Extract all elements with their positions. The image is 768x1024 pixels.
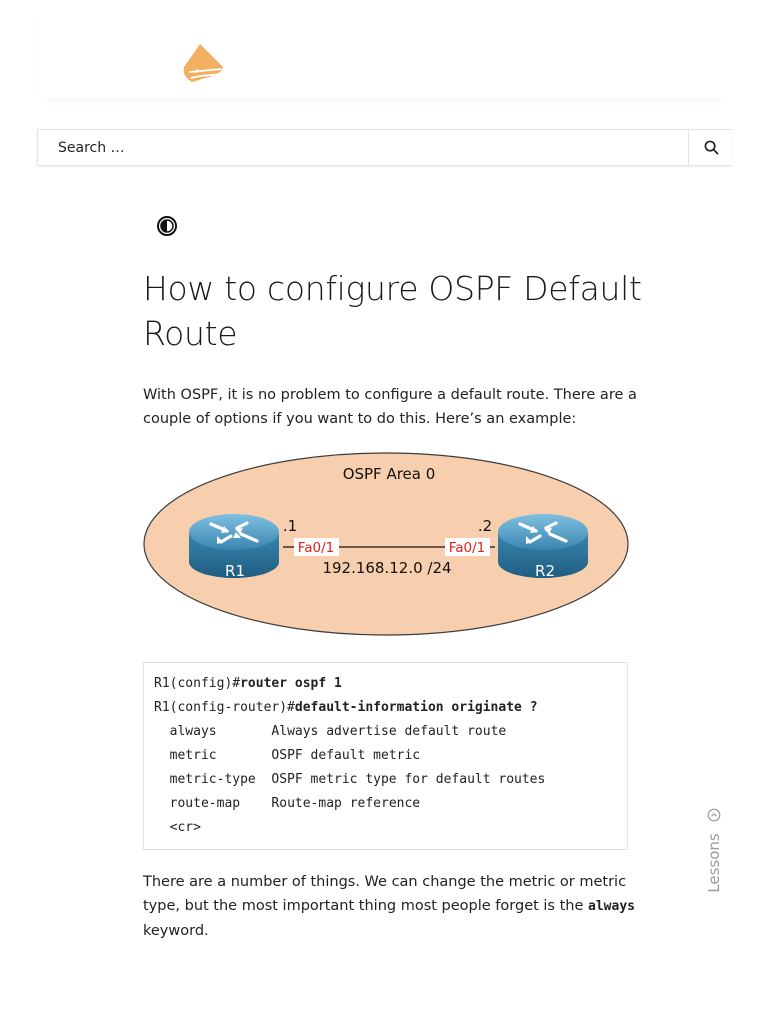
option-keyword: <cr> (169, 820, 201, 835)
r2-ip-suffix: .2 (477, 517, 493, 535)
code-option-line (154, 724, 506, 739)
search-input[interactable] (38, 130, 688, 165)
option-description: Always advertise default route (271, 724, 507, 739)
option-keyword: always (169, 724, 217, 739)
code-prompt: R1(config)# (154, 676, 241, 691)
code-command: router ospf 1 (240, 676, 342, 691)
intro-paragraph: With OSPF, it is no problem to configure a default route. There are a couple of options if you want to do this. Here’s an example: (143, 387, 637, 427)
chevron-up-circle-icon (707, 808, 721, 822)
site-header (37, 0, 732, 98)
outro-text-end: keyword. (143, 923, 209, 939)
code-prompt: R1(config-router)# (154, 700, 295, 715)
page-title: How to configure OSPF Default Route (143, 269, 642, 353)
r2-interface-label: Fa0/1 (448, 540, 486, 556)
lessons-side-tab[interactable] (700, 805, 728, 895)
option-keyword: metric (169, 748, 217, 763)
router-r1-label: R1 (225, 562, 245, 580)
option-description: OSPF default metric (271, 748, 421, 763)
r1-ip-suffix: .1 (282, 517, 298, 535)
code-option-line (154, 820, 201, 835)
contrast-toggle-icon[interactable] (156, 215, 178, 237)
search-icon (704, 140, 719, 155)
code-option-line (154, 748, 420, 763)
search-button[interactable] (688, 130, 733, 165)
router-r2-label: R2 (535, 562, 555, 580)
code-command: default-information originate ? (294, 700, 538, 715)
area-label: OSPF Area 0 (342, 465, 436, 483)
code-option-line (154, 772, 545, 787)
r1-interface-label: Fa0/1 (297, 540, 335, 556)
subnet-label: 192.168.12.0 /24 (322, 559, 452, 577)
outro-text: There are a number of things. We can change the metric or metric type, but the most important thing most people forget is the (143, 874, 627, 914)
outro-keyword: always (588, 899, 635, 914)
outro-paragraph (143, 870, 643, 943)
option-description: OSPF metric type for default routes (271, 772, 546, 787)
option-keyword: metric-type (169, 772, 256, 787)
cli-code-block (143, 662, 628, 850)
option-keyword: route-map (169, 796, 241, 811)
lessons-label: Lessons (705, 833, 723, 893)
code-option-line (154, 796, 420, 811)
site-logo-icon[interactable] (181, 42, 231, 92)
ospf-topology-diagram (143, 450, 629, 638)
option-description: Route-map reference (271, 796, 421, 811)
search-bar (37, 129, 732, 166)
